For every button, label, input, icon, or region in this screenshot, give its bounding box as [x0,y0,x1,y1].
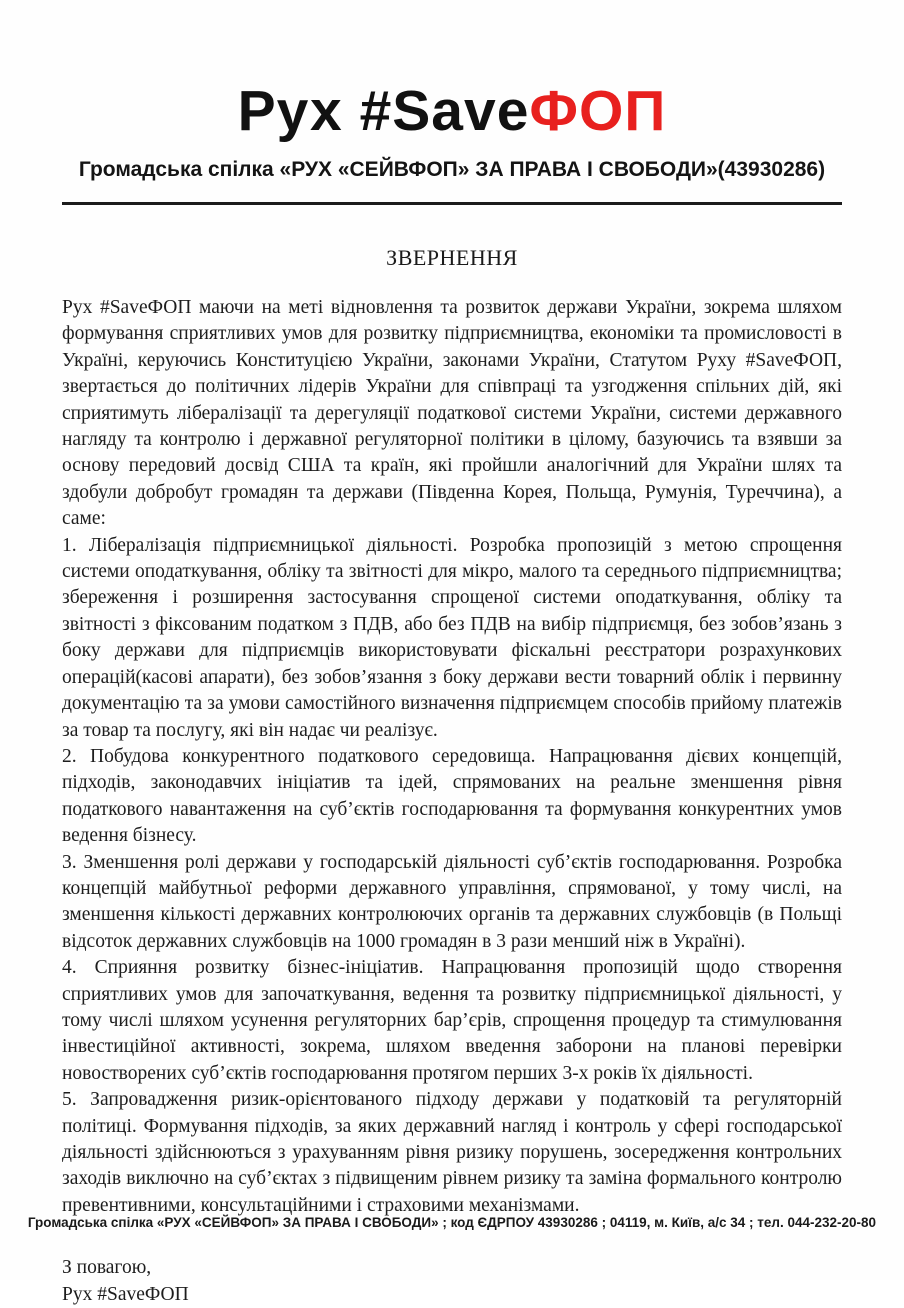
letter-item-1: 1. Лібералізація підприємницької діяльності. Розробка пропозицій з метою спрощення системи оподаткування, обліку та звітності для мікро, малого та середнього підприємництва; збереження і розширення застосування спрощеної системи оподаткування, обліку та звітності з фіксованим податком з ПДВ, або без ПДВ на вибір підприємця, без зобов’язань з боку держави для підприємців використовувати фіскальні реєстратори розрахункових операцій(касові апарати), без зобов’язання з боку держави вести товарний облік і первинну документацію та за умови самостійного визначення підприємцем способів прийому платежів за товар та послугу, які він надає чи реалізує. [62,534,842,741]
header-divider [62,202,842,205]
letter-body [62,295,842,1219]
organization-title-black: Рух #Save [237,79,530,143]
letter-item-4: 4. Сприяння розвитку бізнес-ініціатив. Напрацювання пропозицій щодо створення сприятливих умов для започаткування, ведення та розвитку підприємницької діяльності, у тому числі шляхом усунення регуляторних бар’єрів, спрощення процедур та стимулювання інвестиційної активності, зокрема, шляхом введення заборони на планові перевірки новостворених суб’єктів господарювання протягом перших 3-х років їх діяльності. [62,957,842,1084]
document-footer: Громадська спілка «РУХ «СЕЙВФОП» ЗА ПРАВА І СВОБОДИ» ; код ЄДРПОУ 43930286 ; 04119, м. Київ, а/с 34 ; тел. 044-232-20-80 [27,1215,877,1230]
letter-intro-paragraph: Рух #SaveФОП маючи на меті відновлення та розвиток держави України, зокрема шляхом формування сприятливих умов для розвитку підприємництва, економіки та промисловості в Україні, керуючись Конституцією України, законами України, Статутом Руху #SaveФОП, звертається до політичних лідерів України для співпраці та узгодження спільних дій, які сприятимуть лібералізації та дерегуляції податкової системи України, системи державного нагляду та контролю і державної регуляторної політики в цілому, базуючись та взявши за основу передовий досвід США та країн, які пройшли аналогічний для України шлях та здобули добробут громадян та держави (Південна Корея, Польща, Румунія, Туреччина), а саме: [62,297,842,530]
document-header [0,0,904,205]
organization-title-red: ФОП [529,79,667,143]
organization-title [0,80,904,142]
signature-salutation: З повагою, [62,1257,152,1279]
letter-item-3: 3. Зменшення ролі держави у господарській діяльності суб’єктів господарювання. Розробка концепцій майбутньої реформи державного управління, спрямованої, у тому числі, на зменшення кількості державних контролюючих органів та державних службовців (в Польщі відсоток державних службовців на 1000 громадян в 3 рази менший ніж в Україні). [62,851,842,952]
signature-block [62,1255,842,1308]
letter-item-5: 5. Запровадження ризик-орієнтованого підходу держави у податковій та регуляторній політиці. Формування підходів, за яких державний нагляд і контроль у сфері господарської діяльності здійснюються з урахуванням рівня ризику порушень, зосередження контрольних заходів виключно на суб’єктах з підвищеним рівнем ризику та заміна формального контролю превентивними, консультаційними і страховими механізмами. [62,1089,842,1216]
letter-heading: ЗВЕРНЕННЯ [386,245,518,270]
signature-name: Рух #SaveФОП [62,1283,189,1305]
letter-item-2: 2. Побудова конкурентного податкового середовища. Напрацювання дієвих концепцій, підходів, законодавчих ініціатив та ідей, спрямованих на реальне зменшення рівня податкового навантаження на суб’єктів господарювання та формування конкурентних умов ведення бізнесу. [62,745,842,847]
organization-subtitle: Громадська спілка «РУХ «СЕЙВФОП» ЗА ПРАВА І СВОБОДИ»(43930286) [78,158,826,181]
